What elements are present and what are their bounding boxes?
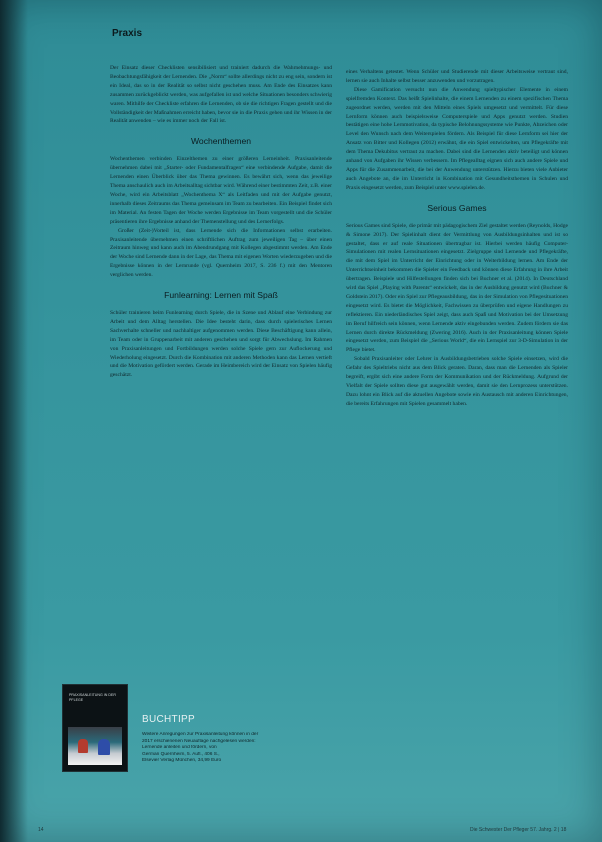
right-column [346, 68, 568, 409]
buchtipp-line: Lernende anleiten und fördern, von [142, 745, 217, 751]
buchtipp-line: 2017 erschienenen Neuauflage nachgelesen werden: [142, 738, 256, 744]
buchtipp-box [62, 684, 332, 800]
wochenthemen-paragraph-1: Wochenthemen verbinden Einzelthemen zu einer größeren Lerneinheit. Praxisanleitende übernehmen dabei mit „Starter- oder Fundamentalfragen“ eine verbindende Aufgabe, damit die Lernenden einen Überblick über das Thema gewinnen. Es bewährt sich, wenn das jeweilige Thema anschaulich auch im Arbeitsalltag sichtbar wird. Während einer bestimmten Zeit, z.B. einer Woche, wird ein Arbeitsblatt „Wochenthema X“ als Leitfaden und mit der Aufgabe genutzt, innerhalb dieses Zeitraums das Thema gemeinsam im Team zu bearbeiten. Ein Beispiel findet sich im Material. An festen Tagen der Woche werden Ergebnisse im Team vorgestellt und die Schüler präsentieren ihre Ergebnisse anhand der Themenstellung und des Lernerfolgs. [110, 156, 332, 225]
right-paragraph-2: Diese Gamification versucht nun die Anwendung spieltypischer Elemente in einem spielfremden Kontext. Das heißt Spielinhalte, die einem Lernenden zu einem spezifischen Thema zugeordnet werden, werden mit den Mitteln eines Spiels umgesetzt und vermittelt. Für diese Lernform können auch beispielsweise Computerspiele und Apps genutzt werden. Studien bestätigen eine hohe Lernmotivation, da typische Belohnungssysteme wie Punkte, Abzeichen oder Level den Wunsch nach dem Weiterspielen fördern. Als Beispiel für diese Lernform sei hier der Ansatz von Bitter und Kollegen (2012) erwähnt, die ein Spiel entwickelten, um Pflegekräfte mit dem Thema Dekubitus vertraut zu machen. Dabei sind die Lernenden aktiv beteiligt und können anhand von Aufgaben ihr Wissen verbessern. Im Pflegealltag eignen sich auch andere Spiele und Apps für die Zusammenarbeit, die bei der Anwendung unterstützen. Hierzu bieten viele Anbieter auch Angebote an, die im Unterricht in Kombination mit Gesundheitsthemen in Schulen und Praxis eingesetzt werden, zum Beispiel unter www.spielen.de. [346, 86, 568, 191]
left-column [110, 64, 332, 380]
book-cover-photo [68, 727, 122, 765]
page-number: 14 [38, 827, 44, 833]
buchtipp-line: Weitere Anregungen zur Praxisanleitung können in der [142, 732, 259, 737]
buchtipp-text [142, 732, 332, 765]
book-cover-image [62, 684, 128, 772]
buchtipp-heading: BUCHTIPP [142, 714, 195, 725]
child-figure-icon [78, 739, 88, 753]
funlearning-paragraph-1: Schüler trainieren beim Funlearning durch Spiele, die in Szene und Ablauf eine Verbindung zur Arbeit und dem Alltag herstellen. Die Idee besteht darin, dass durch spielerisches Lernen Sachverhalte schneller und nachhaltiger aufgenommen werden. Diese Beschäftigung kann allein, im Team oder in Gruppenarbeit mit anderen geschehen und sorgt für Abwechslung. Im Rahmen von Praxisanleitungen und Fortbildungen werden solche Spiele gern zur Auflockerung und Wiederholung eingesetzt. Durch die Kombination mit anderen Methoden kann das Lernen vertieft und die Motivation gefördert werden. Gerade im Heimbereich wird der Einsatz von Spielen häufig geschätzt. [110, 310, 332, 379]
intro-paragraph: Der Einsatz dieser Checklisten sensibilisiert und trainiert dadurch die Wahrnehmungs- und Beobachtungsfähigkeit der Lernenden. Die „Norm“ sollte allerdings nicht zu eng sein, sondern ist ein Ideal, das so in der Realität so selbst nicht geschehen muss. Am Ende des Einsatzes kann zusammen zurückgeblickt werden, was aufgefallen ist und welche Situationen besonders schwierig waren. Mithilfe der Checkliste erfahren die Lernenden, ob sie die richtigen Fragen gestellt und die Vollständigkeit der Maßnahmen erreicht haben, bevor sie in die Praxis gehen und ihr Wissen in der Realität anwenden – wie es immer noch der Fall ist. [110, 65, 332, 125]
journal-footer: Die Schwester Der Pfleger 57. Jahrg. 2 | 18 [470, 827, 567, 833]
buchtipp-line: German Quernheim, 5. Aufl., 406 S., [142, 751, 220, 757]
heading-funlearning: Funlearning: Lernen mit Spaß [164, 290, 278, 301]
wochenthemen-paragraph-2: Großer (Zeit-)Vorteil ist, dass Lernende sich die Informationen selbst erarbeiten. Praxisanleitende übernehmen einen schriftlichen Auftrag zum jeweiligen Tag – über einen Zeitraum hinweg und kann auch im Abendrundgang mit Kollegen abgestimmt werden. Am Ende der Woche sind Lernende dann in der Lage, das Thema mit eigenen Worten wiederzugeben und die Ergebnisse können in der Lernrunde (vgl. Quernheim 2017, S. 236 f.) mit den Mentoren verglichen werden. [110, 227, 332, 279]
buchtipp-line: Elsevier Verlag München, 34,99 Euro [142, 758, 222, 764]
book-cover-title: PRAXISANLEITUNG IN DER PFLEGE [69, 693, 116, 702]
section-label: Praxis [112, 28, 143, 39]
serious-games-paragraph-2: Sobald Praxisanleiter oder Lehrer in Ausbildungsbetrieben solche Spiele einsetzen, wird die Gefahr des Spieltriebs nicht aus dem Blick geraten. Daran, dass man die Lernenden als Spieler begreift, ergibt sich eine andere Form der Kommunikation und der Rückmeldung. Aufgrund der Vielfalt der Spiele sollten diese gut ausgewählt werden, damit sie den Lernprozess unterstützen. Dazu lohnt ein Blick auf die aktuellen Angebote sowie ein Austausch mit anderen Einrichtungen, die bereits Erfahrungen mit Spielen gesammelt haben. [346, 356, 568, 407]
serious-games-paragraph-1: Serious Games sind Spiele, die primär mit pädagogischem Ziel gestaltet werden (Reynolds, Hodge & Simone 2017). Der Spielinhalt dient der Vermittlung von Ausbildungsinhalten und ist so gestaltet, dass er auf reale Situationen übertragbar ist. Hierbei werden häufig Computer-Simulationen mit realen Lernsituationen eingesetzt. Zielgruppe sind Lernende und Pflegekräfte, die mit dem Spiel im Unterricht der Einrichtung oder in Weiterbildung lernen. Am Ende der Unterrichtseinheit bekommen die Spieler ein Feedback und können diese Erfahrung in ihre Arbeit übertragen. Beispiele und Hilfestellungen finden sich bei Buchner et al. (2014). In Deutschland wird das Spiel „Playing with Parents“ entwickelt, das in der Ausbildung genutzt wird (Buchner & Goldstein 2017). Oder ein Spiel zur Pflegeausbildung, das in der Simulation von Pflegesituationen eingesetzt wird. Es bietet die Möglichkeit, Fachwissen zu überprüfen und eigene Handlungen zu reflektieren. Ein niederländisches Spiel zeigt, dass auch Spaß und Motivation bei der Umsetzung im Beruf hilfreich sein können, wenn Lernende aktiv eingebunden werden. Zudem fördern sie das Lernen durch direkte Rückmeldung (Zwering 2016). Auch in der Praxisanleitung können Spiele eingesetzt werden, zum Beispiel die „Serious World“, die ein Lernspiel zur 3-D-Simulation in der Pflege bietet. [346, 222, 568, 354]
heading-serious-games: Serious Games [427, 202, 487, 213]
nurse-figure-icon [98, 739, 110, 755]
right-paragraph-1: eines Verhaltens getestet. Wenn Schüler und Studierende mit dieser Arbeitsweise vertraut sind, lernen sie auch Inhalte selbst besser anzuwenden und vorzutragen. [346, 69, 568, 84]
heading-wochenthemen: Wochenthemen [190, 136, 252, 147]
